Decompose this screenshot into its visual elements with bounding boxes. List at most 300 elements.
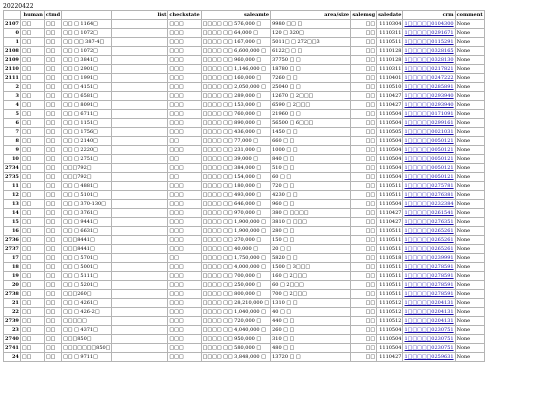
table-cell: □□□ — [168, 200, 201, 209]
table-cell: □□ — [168, 155, 201, 164]
table-cell: None — [455, 38, 484, 47]
table-cell: None — [455, 227, 484, 236]
table-cell: □□□ — [168, 47, 201, 56]
table-row — [4, 299, 485, 308]
table-cell: □□ — [20, 119, 44, 128]
table-cell: None — [455, 83, 484, 92]
table-cell: □□□□ □□ 231,000 □ — [201, 146, 270, 155]
crm-link[interactable]: 1□□□□□0230751 — [404, 336, 454, 342]
table-cell: □□ — [44, 173, 61, 182]
table-row — [4, 119, 485, 128]
table-cell: □□ — [20, 65, 44, 74]
table-cell: □□ — [20, 74, 44, 83]
column-header: list — [112, 11, 168, 20]
table-cell: None — [455, 308, 484, 317]
row-index-cell: 2108 — [5, 48, 19, 54]
crm-link[interactable]: 1□□□□□0204131 — [404, 318, 454, 324]
table-cell: □□ □ 6631□ — [62, 227, 112, 236]
table-cell: □□ — [44, 182, 61, 191]
table-cell: None — [455, 317, 484, 326]
table-row — [4, 155, 485, 164]
table-row — [4, 146, 485, 155]
table-cell: □□□ — [168, 146, 201, 155]
crm-link[interactable]: 1□□□□□0278591 — [404, 291, 454, 297]
row-index-cell: 2109 — [5, 57, 19, 63]
table-cell: □□ — [44, 227, 61, 236]
row-index-cell: 8 — [4, 137, 21, 146]
table-row — [4, 263, 485, 272]
table-cell: 1110510 — [377, 83, 403, 92]
table-cell: □□ □ 1072□ — [62, 29, 112, 38]
table-cell: □□□ — [168, 290, 201, 299]
table-cell: □□□8441□ — [62, 236, 112, 245]
table-cell — [112, 200, 168, 209]
table-cell: □□ — [44, 191, 61, 200]
table-cell: □□□ — [168, 281, 201, 290]
table-cell: None — [455, 56, 484, 65]
table-cell: □□ — [20, 146, 44, 155]
table-cell: 160 □ 2□□□ — [271, 272, 351, 281]
table-cell: 960 □ □ — [271, 200, 351, 209]
table-cell: □□□□ □□ 160,000 □ — [201, 74, 270, 83]
table-cell: □□ □ 5701□ — [62, 254, 112, 263]
row-index-cell: 6 — [4, 119, 21, 128]
column-header: area/size — [271, 11, 351, 20]
table-cell: 1500 □ 3□□□ — [271, 263, 351, 272]
table-cell: □□ — [44, 101, 61, 110]
table-cell — [112, 308, 168, 317]
table-cell: □□□□ □□ 890,000 □ — [201, 119, 270, 128]
table-cell: 1110304 — [377, 20, 403, 29]
crm-link[interactable]: 1□□□□□0278591 — [404, 273, 454, 279]
row-index-cell: 18 — [4, 263, 21, 272]
table-cell: None — [455, 128, 484, 137]
crm-link[interactable]: 1□□□□□0204131 — [404, 300, 454, 306]
table-cell: □□□□ □□ 64,000 □ — [201, 29, 270, 38]
crm-link[interactable]: 1□□□□□0050121 — [404, 147, 454, 153]
table-cell: □□ — [20, 209, 44, 218]
row-index-cell: 19 — [4, 272, 21, 281]
table-cell: □□ — [20, 272, 44, 281]
crm-link[interactable]: 1□□□□□0230751 — [404, 327, 454, 333]
crm-link[interactable]: 1□□□□□0275781 — [404, 183, 454, 189]
table-cell: □□ — [351, 65, 377, 74]
row-index-cell: 12 — [4, 191, 21, 200]
table-cell: □□ □□ 387-4□ — [62, 38, 112, 47]
table-cell: □□□ — [168, 299, 201, 308]
crm-link[interactable]: 1□□□□□0328165 — [404, 48, 454, 54]
table-cell: □□□□ □□ 720,000 □ — [201, 317, 270, 326]
table-row — [4, 92, 485, 101]
table-cell: □□ — [20, 173, 44, 182]
table-cell — [112, 128, 168, 137]
table-cell: 20 □ □ — [271, 245, 351, 254]
table-cell: 9980 □□ □ — [271, 20, 351, 29]
table-cell: None — [455, 326, 484, 335]
crm-link[interactable]: 1□□□□□0265261 — [404, 237, 454, 243]
table-cell — [112, 110, 168, 119]
row-index-cell: 21 — [4, 299, 21, 308]
table-cell: □□ — [20, 92, 44, 101]
table-cell: □□ — [44, 245, 61, 254]
crm-link[interactable]: 1□□□□□0050121 — [404, 174, 454, 180]
table-cell: 1110504 — [377, 119, 403, 128]
table-row — [4, 38, 485, 47]
table-cell: None — [455, 218, 484, 227]
table-cell: □□ — [20, 353, 44, 362]
table-cell: 1110504 — [377, 146, 403, 155]
crm-link[interactable]: 1□□□□□0050121 — [404, 156, 454, 162]
table-cell: □□□□ □□ 180,000 □ — [201, 182, 270, 191]
crm-link[interactable]: 1□□□□□0278591 — [404, 282, 454, 288]
table-cell: □□ — [351, 200, 377, 209]
table-cell: None — [455, 74, 484, 83]
crm-link[interactable]: 1□□□□□0265261 — [404, 246, 454, 252]
table-cell — [112, 74, 168, 83]
table-row — [4, 191, 485, 200]
table-row — [4, 344, 485, 353]
table-cell — [112, 155, 168, 164]
table-row — [4, 128, 485, 137]
row-index-cell: 2741 — [5, 345, 19, 351]
table-cell: □□ □ 1151□ — [62, 119, 112, 128]
row-index-cell: 13 — [4, 200, 21, 209]
crm-link[interactable]: 1□□□□□0239991 — [404, 255, 454, 261]
table-cell: □□ □ 2220□ — [62, 146, 112, 155]
table-cell: None — [455, 200, 484, 209]
table-cell: □□□□ □□ 960,000 □ — [201, 56, 270, 65]
crm-link[interactable]: 1□□□□□0259631 — [404, 354, 454, 360]
column-header — [62, 11, 112, 20]
table-cell: □□□ — [168, 227, 201, 236]
table-cell: □□ — [351, 119, 377, 128]
table-cell: □□□ — [168, 20, 201, 29]
table-cell: □□ □ 4151□ — [62, 83, 112, 92]
table-cell: □□ □ 4881□ — [62, 182, 112, 191]
table-cell: 37750 □ □ — [271, 56, 351, 65]
crm-link[interactable]: 1□□□□□0276381 — [404, 192, 454, 198]
table-cell: □□□ — [168, 38, 201, 47]
table-cell: 380 □ □□□□ — [271, 209, 351, 218]
table-cell: 260 □ □ — [271, 326, 351, 335]
table-row — [4, 137, 485, 146]
column-header: saleamte — [201, 11, 270, 20]
table-cell: □□ — [44, 299, 61, 308]
table-cell: 280 □ □ — [271, 227, 351, 236]
table-cell: □□ — [44, 155, 61, 164]
table-cell: □□ — [351, 308, 377, 317]
table-cell: □□ — [351, 290, 377, 299]
table-row — [4, 47, 485, 56]
crm-link[interactable]: 1□□□□□0276351 — [404, 219, 454, 225]
table-row — [4, 110, 485, 119]
table-cell: □□ — [351, 335, 377, 344]
table-cell: □□ □ 3841□ — [62, 56, 112, 65]
table-cell: □□ □ 1072□ — [62, 47, 112, 56]
table-cell: □□□ — [168, 164, 201, 173]
table-cell: None — [455, 101, 484, 110]
row-index-cell: 2 — [4, 83, 21, 92]
table-cell: □□ □ 8091□ — [62, 101, 112, 110]
table-cell: □□ — [44, 65, 61, 74]
table-cell: 150 □ □ — [271, 236, 351, 245]
table-cell: □□□□ □□ 580,000 □ — [201, 344, 270, 353]
table-cell: □□ — [44, 47, 61, 56]
table-cell: □□ — [20, 218, 44, 227]
table-cell: □□□ — [168, 101, 201, 110]
table-cell: 1110427 — [377, 209, 403, 218]
table-cell: None — [455, 92, 484, 101]
data-table — [3, 10, 485, 362]
table-cell: None — [455, 209, 484, 218]
table-cell: 60 □ 2□□□ — [271, 281, 351, 290]
crm-link[interactable]: 1□□□□□0299161 — [404, 120, 454, 126]
table-cell: 1110511 — [377, 272, 403, 281]
table-cell: □□ — [351, 20, 377, 29]
table-cell: 60 □ □ — [271, 173, 351, 182]
table-cell: 5011□ □ 272□□3 — [271, 38, 351, 47]
table-cell: None — [455, 20, 484, 29]
table-cell: None — [455, 146, 484, 155]
table-cell: 700 □ 2□□□ — [271, 290, 351, 299]
table-cell: □□□□ □□ 154,000 □ — [201, 173, 270, 182]
table-cell: 40 □ □ — [271, 308, 351, 317]
table-cell: □□ □ 6711□ — [62, 110, 112, 119]
table-cell: □□ — [20, 182, 44, 191]
table-cell: □□ — [351, 326, 377, 335]
crm-link[interactable]: 1□□□□□0293940 — [404, 93, 454, 99]
crm-link[interactable]: 1□□□□□0261541 — [404, 210, 454, 216]
table-cell — [112, 326, 168, 335]
table-cell: None — [455, 137, 484, 146]
table-cell: □□□□ □□ 270,000 □ — [201, 236, 270, 245]
table-cell: 18780 □ □ — [271, 65, 351, 74]
table-cell: 6590 □ 2□□□ — [271, 101, 351, 110]
table-cell: 1110504 — [377, 200, 403, 209]
table-cell: □□□□ □□ 1,900,000 □ — [201, 227, 270, 236]
table-cell: 1110511 — [377, 191, 403, 200]
table-cell: □□ — [351, 29, 377, 38]
crm-link[interactable]: 1□□□□□0050121 — [404, 138, 454, 144]
table-cell: 4230 □ □ — [271, 191, 351, 200]
table-cell: □□ — [351, 236, 377, 245]
table-cell: None — [455, 335, 484, 344]
table-cell: 1310 □ □ — [271, 299, 351, 308]
table-cell: □□ — [20, 128, 44, 137]
table-row — [4, 326, 485, 335]
table-cell: □□ — [20, 317, 44, 326]
crm-link[interactable]: 1□□□□□0328130 — [404, 57, 454, 63]
table-cell: 1110512 — [377, 308, 403, 317]
table-cell: □□ □ 1756□ — [62, 128, 112, 137]
table-cell: □□ — [44, 353, 61, 362]
table-cell: □□□792□ — [62, 173, 112, 182]
crm-link[interactable]: 1□□□□□0230751 — [404, 345, 454, 351]
row-index-cell: 3 — [4, 92, 21, 101]
table-cell: None — [455, 281, 484, 290]
table-cell: □□□ — [168, 308, 201, 317]
table-cell: □□ — [44, 254, 61, 263]
table-cell: 1110504 — [377, 110, 403, 119]
table-cell: □□ — [20, 47, 44, 56]
row-index-cell: 2740 — [5, 336, 19, 342]
table-cell: □□□□ □□ 28,210,000 □ — [202, 300, 270, 306]
row-index-cell: 1 — [4, 38, 21, 47]
crm-link[interactable]: 1□□□□□0293940 — [404, 102, 454, 108]
table-cell: □□□ — [168, 245, 201, 254]
table-cell: 1110511 — [377, 281, 403, 290]
table-cell: □□□□ □□ 4,000,000 □ — [201, 263, 270, 272]
table-cell: □□ — [20, 335, 44, 344]
table-cell: □□□8441□ — [62, 245, 112, 254]
column-header: checkstate — [169, 12, 200, 18]
table-cell: □□ — [44, 164, 61, 173]
table-row — [4, 20, 485, 29]
crm-link[interactable]: 1□□□□□0104300 — [404, 21, 454, 27]
table-cell: □□ — [44, 119, 61, 128]
table-cell: None — [455, 353, 484, 362]
table-cell: □□ — [20, 56, 44, 65]
table-cell: □□ — [351, 227, 377, 236]
table-cell: □□ □ 2140□ — [62, 137, 112, 146]
crm-link[interactable]: 1□□□□□0115291 — [404, 39, 454, 45]
crm-link[interactable]: 1□□□□□0278591 — [404, 264, 454, 270]
table-cell: 1110511 — [377, 236, 403, 245]
crm-link[interactable]: 1□□□□□0171091 — [404, 111, 454, 117]
table-cell: □□ — [20, 191, 44, 200]
row-index-cell: 2738 — [5, 291, 19, 297]
table-cell: None — [455, 173, 484, 182]
table-cell: □□□260□ — [62, 290, 112, 299]
table-cell — [112, 20, 168, 29]
table-cell: □□ — [20, 227, 44, 236]
table-cell: None — [455, 245, 484, 254]
table-cell: 13720 □ □ — [271, 353, 351, 362]
table-cell: □□ — [351, 38, 377, 47]
row-index-cell: 0 — [4, 29, 21, 38]
table-cell: □□ — [20, 137, 44, 146]
column-header — [4, 11, 21, 20]
table-cell: □□ — [351, 263, 377, 272]
table-cell: 7260 □ □ — [271, 74, 351, 83]
table-cell: □□□□□□□850□ — [63, 345, 111, 351]
table-cell: 1110505 — [377, 128, 403, 137]
crm-link[interactable]: 1□□□□□0247222 — [404, 75, 454, 81]
table-cell: 1110427 — [377, 101, 403, 110]
row-index-cell: 20 — [4, 281, 21, 290]
table-cell: 6122□ □ □ — [271, 47, 351, 56]
crm-link[interactable]: 1□□□□□0285891 — [404, 84, 454, 90]
row-index-cell: 15 — [4, 218, 21, 227]
table-cell: □□□□ □□ 40,000 □ — [201, 245, 270, 254]
table-cell: 440 □ □ — [271, 317, 351, 326]
table-cell — [112, 164, 168, 173]
table-cell: □□ □ 4261□ — [62, 299, 112, 308]
table-cell — [112, 218, 168, 227]
table-row — [4, 209, 485, 218]
crm-link[interactable]: 1□□□□□0217821 — [404, 66, 454, 72]
table-cell: □□ — [44, 20, 61, 29]
table-cell: □□ — [20, 344, 44, 353]
table-cell: 660 □ □ — [271, 137, 351, 146]
table-cell — [112, 335, 168, 344]
table-cell: □□ — [44, 38, 61, 47]
table-cell: None — [455, 155, 484, 164]
table-cell — [112, 83, 168, 92]
table-row — [4, 254, 485, 263]
table-cell: None — [455, 344, 484, 353]
table-cell: □□□□ □□ 250,000 □ — [201, 281, 270, 290]
table-cell: □□ — [351, 92, 377, 101]
table-cell: □□ — [44, 200, 61, 209]
table-cell: □□□□ □□ 384,000 □ — [201, 164, 270, 173]
table-cell: 1110511 — [377, 182, 403, 191]
table-cell: □□ — [44, 272, 61, 281]
table-cell: □□ □ 1164□ — [62, 20, 112, 29]
table-cell: □□ □ 5101□ — [62, 191, 112, 200]
row-index-cell: 22 — [4, 308, 21, 317]
table-cell: None — [455, 263, 484, 272]
table-row — [4, 218, 485, 227]
table-cell: □□ — [351, 83, 377, 92]
table-cell: None — [455, 299, 484, 308]
table-cell: □□ — [351, 56, 377, 65]
table-cell: None — [455, 110, 484, 119]
table-cell: □□□□ □□ 3,848,000 □ — [201, 353, 270, 362]
table-cell: □□ — [20, 29, 44, 38]
table-cell: □□□ — [168, 335, 201, 344]
column-header: ctmd — [45, 12, 61, 18]
table-cell — [112, 281, 168, 290]
table-cell: □□ — [351, 191, 377, 200]
table-cell: □□ — [351, 281, 377, 290]
table-cell: 1110518 — [377, 254, 403, 263]
table-cell: □□□ — [168, 65, 201, 74]
row-index-cell: 2739 — [5, 318, 19, 324]
crm-link[interactable]: 1□□□□□0021031 — [404, 129, 454, 135]
crm-link[interactable]: 1□□□□□0265261 — [404, 228, 454, 234]
table-row — [4, 29, 485, 38]
table-cell: □□ □ 5001□ — [62, 263, 112, 272]
table-cell: □□ — [351, 146, 377, 155]
table-cell: □□ — [44, 308, 61, 317]
row-index-cell: 2736 — [5, 237, 19, 243]
crm-link[interactable]: 1□□□□□0050121 — [404, 165, 454, 171]
table-cell: □□ — [351, 47, 377, 56]
table-cell: □□ — [20, 20, 44, 29]
table-cell: □□□□ □□ 153,000 □ — [201, 101, 270, 110]
table-cell — [112, 263, 168, 272]
table-cell: 1110511 — [377, 38, 403, 47]
table-cell: □□ — [351, 353, 377, 362]
crm-link[interactable]: 1□□□□□0204131 — [404, 309, 454, 315]
crm-link[interactable]: 1□□□□□0291671 — [404, 30, 454, 36]
table-row — [4, 200, 485, 209]
table-cell: 3810 □ □□□ — [271, 218, 351, 227]
table-row — [4, 74, 485, 83]
table-cell: □□ — [351, 272, 377, 281]
table-row — [4, 308, 485, 317]
table-cell: 1110512 — [377, 317, 403, 326]
table-cell — [112, 92, 168, 101]
table-cell: □□ □ 3761□ — [62, 209, 112, 218]
table-cell: □□□ — [168, 263, 201, 272]
table-row — [4, 173, 485, 182]
table-cell: □□ — [20, 308, 44, 317]
table-cell: 1110504 — [377, 137, 403, 146]
table-cell: □□□□ □□ 2,050,000 □ — [201, 83, 270, 92]
crm-link[interactable]: 1□□□□□0232384 — [404, 201, 454, 207]
